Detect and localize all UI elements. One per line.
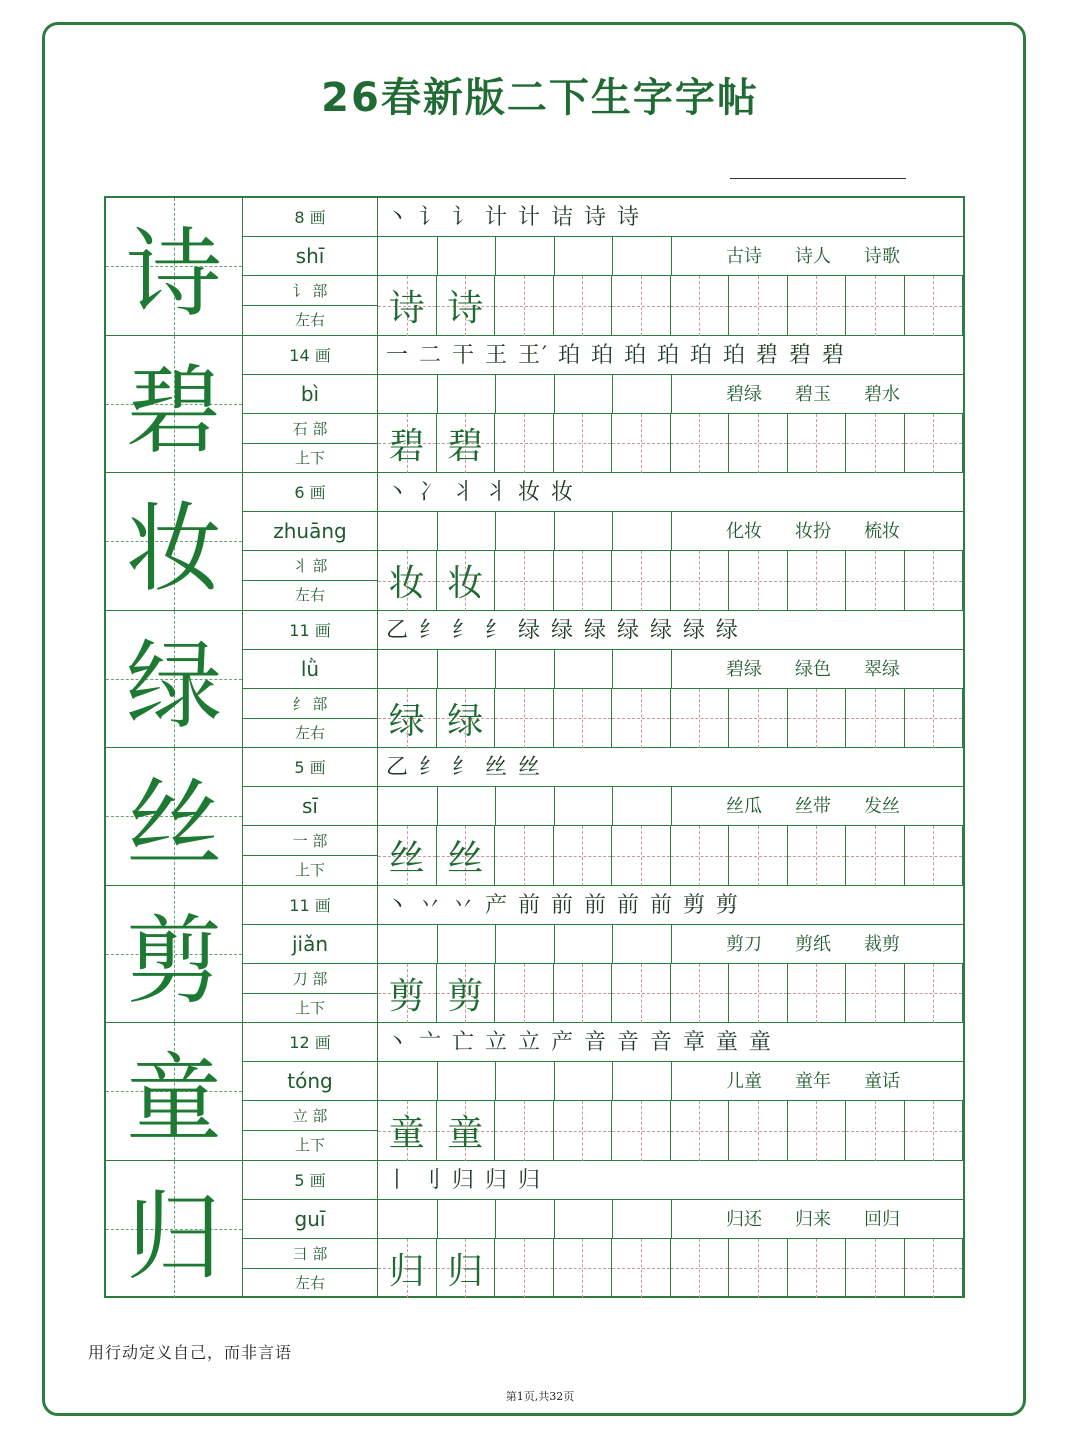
model-character-cell — [106, 1023, 243, 1160]
tian-grid-cell[interactable] — [612, 414, 671, 474]
tian-grid-cell[interactable] — [612, 1239, 671, 1299]
tian-grid-cell[interactable] — [554, 689, 613, 749]
tracing-character: 丝 — [388, 838, 425, 880]
word-list — [726, 375, 933, 414]
tian-grid-cell[interactable] — [846, 551, 905, 611]
practice-grid — [378, 1161, 963, 1299]
practice-grid — [378, 611, 963, 748]
practice-grid — [378, 886, 963, 1023]
tian-grid-cell[interactable] — [846, 414, 905, 474]
word: 化妆 — [726, 521, 762, 542]
tian-grid-cell[interactable] — [905, 276, 964, 336]
words-row — [378, 1062, 963, 1101]
tian-grid-cell[interactable] — [729, 1239, 788, 1299]
structure: 左右 — [294, 586, 325, 604]
word: 剪纸 — [795, 933, 831, 955]
word: 诗人 — [795, 246, 831, 267]
tian-grid-cell[interactable] — [437, 414, 496, 474]
stroke-order: 乙 纟 纟 丝 丝 — [386, 755, 542, 780]
tracing-character: 妆 — [447, 563, 484, 605]
word-list — [726, 787, 933, 826]
tian-grid-cell[interactable] — [788, 964, 847, 1024]
tian-grid-cell[interactable] — [612, 1101, 671, 1161]
word: 发丝 — [864, 796, 900, 817]
character-block — [106, 336, 963, 474]
words-row — [378, 375, 963, 414]
practice-grid — [378, 198, 963, 335]
pinyin: bì — [243, 375, 377, 414]
words-row — [378, 925, 963, 964]
tracing-row — [378, 1101, 963, 1161]
model-character: 妆 — [126, 492, 222, 605]
word: 碧玉 — [795, 383, 831, 405]
tracing-character: 归 — [447, 1250, 484, 1292]
character-block — [106, 748, 963, 886]
word: 妆扮 — [795, 521, 831, 542]
pinyin: zhuāng — [243, 512, 377, 551]
word: 绿色 — [795, 658, 831, 680]
tracing-row — [378, 826, 963, 886]
character-info — [243, 336, 378, 473]
word: 丝瓜 — [726, 796, 762, 817]
radical: 丬 部 — [243, 551, 377, 581]
tian-grid-cell[interactable] — [788, 1101, 847, 1161]
practice-grid — [378, 1023, 963, 1160]
structure: 左右 — [294, 311, 325, 329]
page-title: 26春新版二下生字字帖 — [321, 75, 759, 121]
stroke-order-row — [378, 611, 963, 650]
tian-grid-cell[interactable] — [437, 1239, 496, 1299]
words-row — [378, 787, 963, 826]
tian-grid-cell[interactable] — [437, 551, 496, 611]
character-block — [106, 1023, 963, 1161]
practice-grid — [378, 473, 963, 610]
tian-grid-cell[interactable] — [788, 826, 847, 886]
word: 碧绿 — [726, 658, 762, 680]
tian-grid-cell[interactable] — [554, 1101, 613, 1161]
stroke-count: 8 画 — [243, 198, 377, 237]
character-info — [243, 886, 378, 1023]
stroke-count: 11 画 — [243, 611, 377, 650]
tian-grid-cell[interactable] — [378, 1101, 437, 1161]
tian-grid-cell[interactable] — [905, 689, 964, 749]
word: 丝带 — [795, 796, 831, 817]
tian-grid-cell[interactable] — [671, 689, 730, 749]
stroke-order: 丶 亠 亡 立 立 产 音 音 音 章 童 童 — [386, 1030, 773, 1055]
tian-grid-cell[interactable] — [378, 551, 437, 611]
stroke-order-row — [378, 198, 963, 237]
word: 归还 — [726, 1208, 762, 1230]
tian-grid-cell[interactable] — [378, 1239, 437, 1299]
tracing-character: 剪 — [447, 975, 484, 1017]
model-character: 碧 — [126, 355, 222, 468]
tian-grid-cell[interactable] — [437, 826, 496, 886]
stroke-count: 5 画 — [243, 748, 377, 787]
words-row — [378, 650, 963, 689]
word-list — [726, 650, 933, 689]
stroke-order: 乙 纟 纟 纟 绿 绿 绿 绿 绿 绿 绿 — [386, 617, 740, 643]
stroke-count: 11 画 — [243, 886, 377, 925]
word-list — [726, 1062, 933, 1101]
tian-grid-cell[interactable] — [905, 1239, 964, 1299]
word-list — [726, 237, 933, 276]
structure: 上下 — [294, 448, 325, 467]
tracing-character: 诗 — [447, 288, 484, 330]
pinyin: lǜ — [243, 650, 377, 689]
tracing-row — [378, 414, 963, 474]
word: 回归 — [864, 1208, 900, 1230]
page-number: 第1页,共32页 — [505, 1390, 575, 1403]
tracing-character: 归 — [388, 1250, 425, 1292]
tian-grid-cell[interactable] — [437, 276, 496, 336]
stroke-count: 6 画 — [243, 473, 377, 512]
tian-grid-cell[interactable] — [729, 276, 788, 336]
model-character-cell — [106, 473, 243, 610]
character-info — [243, 611, 378, 748]
radical: 立 部 — [243, 1101, 377, 1131]
tracing-character: 童 — [388, 1113, 425, 1155]
stroke-order: 一 二 干 王 王′ 珀 珀 珀 珀 珀 珀 碧 碧 碧 — [386, 342, 846, 368]
word: 童年 — [795, 1071, 831, 1092]
character-info — [243, 1161, 378, 1299]
tian-grid-cell[interactable] — [671, 551, 730, 611]
tian-grid-cell[interactable] — [788, 551, 847, 611]
word: 剪刀 — [726, 933, 762, 955]
model-character-cell — [106, 748, 243, 885]
words-row — [378, 237, 963, 276]
model-character: 童 — [126, 1042, 222, 1155]
character-block — [106, 611, 963, 749]
word-list — [726, 925, 933, 964]
tian-grid-cell[interactable] — [846, 1101, 905, 1161]
word: 童话 — [864, 1071, 900, 1092]
tian-grid-cell[interactable] — [729, 1101, 788, 1161]
character-info — [243, 1023, 378, 1160]
tian-grid-cell[interactable] — [671, 276, 730, 336]
tian-grid-cell[interactable] — [905, 1101, 964, 1161]
radical: 讠 部 — [243, 276, 377, 306]
tian-grid-cell[interactable] — [378, 689, 437, 749]
motto: 用行动定义自己，而非言语 — [88, 1343, 293, 1362]
pinyin: guī — [243, 1200, 377, 1239]
tian-grid-cell[interactable] — [671, 964, 730, 1024]
model-character: 剪 — [126, 905, 222, 1018]
tian-grid-cell[interactable] — [495, 1101, 554, 1161]
structure: 左右 — [294, 723, 325, 742]
tian-grid-cell[interactable] — [905, 964, 964, 1024]
tracing-character: 丝 — [447, 838, 484, 880]
tian-grid-cell[interactable] — [729, 414, 788, 474]
tian-grid-cell[interactable] — [495, 964, 554, 1024]
tracing-character: 诗 — [388, 288, 425, 330]
tian-grid-cell[interactable] — [554, 826, 613, 886]
tracing-row — [378, 551, 963, 611]
radical: 彐 部 — [243, 1239, 377, 1269]
tian-grid-cell[interactable] — [378, 276, 437, 336]
tian-grid-cell[interactable] — [437, 964, 496, 1024]
tracing-character: 妆 — [388, 563, 425, 605]
name-line — [730, 178, 906, 179]
word: 翠绿 — [864, 658, 900, 680]
radical: 纟 部 — [243, 689, 377, 719]
structure: 上下 — [294, 998, 325, 1017]
tian-grid-cell[interactable] — [554, 964, 613, 1024]
radical: 刀 部 — [243, 964, 377, 994]
tian-grid-cell[interactable] — [495, 689, 554, 749]
tian-grid-cell[interactable] — [905, 551, 964, 611]
tian-grid-cell[interactable] — [495, 826, 554, 886]
word: 碧绿 — [726, 383, 762, 405]
tian-grid-cell[interactable] — [905, 826, 964, 886]
tian-grid-cell[interactable] — [671, 1239, 730, 1299]
stroke-order-row — [378, 473, 963, 512]
practice-grid — [378, 336, 963, 473]
stroke-order-row — [378, 336, 963, 375]
tian-grid-cell[interactable] — [495, 1239, 554, 1299]
tian-grid-cell[interactable] — [846, 826, 905, 886]
tracing-character: 碧 — [388, 425, 425, 467]
model-character-cell — [106, 336, 243, 473]
word: 碧水 — [864, 383, 900, 405]
tian-grid-cell[interactable] — [612, 826, 671, 886]
tian-grid-cell[interactable] — [612, 689, 671, 749]
tian-grid-cell[interactable] — [846, 964, 905, 1024]
stroke-order-row — [378, 1023, 963, 1062]
practice-sheet — [104, 196, 965, 1298]
tian-grid-cell[interactable] — [846, 1239, 905, 1299]
pinyin: shī — [243, 237, 377, 276]
tracing-character: 童 — [447, 1113, 484, 1155]
tracing-character: 绿 — [447, 700, 484, 742]
tian-grid-cell[interactable] — [554, 276, 613, 336]
tian-grid-cell[interactable] — [788, 276, 847, 336]
stroke-count: 14 画 — [243, 336, 377, 375]
tian-grid-cell[interactable] — [788, 414, 847, 474]
tian-grid-cell[interactable] — [905, 414, 964, 474]
stroke-order: 丶 讠 讠 计 计 诘 诗 诗 — [386, 205, 641, 230]
tian-grid-cell[interactable] — [495, 551, 554, 611]
tian-grid-cell[interactable] — [554, 551, 613, 611]
character-info — [243, 198, 378, 335]
radical: 一 部 — [243, 826, 377, 856]
character-info — [243, 748, 378, 885]
tian-grid-cell[interactable] — [788, 689, 847, 749]
tian-grid-cell[interactable] — [495, 276, 554, 336]
model-character-cell — [106, 886, 243, 1023]
word-list — [726, 1200, 933, 1239]
pinyin: tóng — [243, 1062, 377, 1101]
tian-grid-cell[interactable] — [612, 276, 671, 336]
stroke-order-row — [378, 1161, 963, 1200]
tracing-character: 剪 — [388, 975, 425, 1017]
pinyin: jiǎn — [243, 925, 377, 964]
tracing-row — [378, 964, 963, 1024]
stroke-count: 12 画 — [243, 1023, 377, 1062]
tian-grid-cell[interactable] — [846, 276, 905, 336]
word: 裁剪 — [864, 933, 900, 955]
tian-grid-cell[interactable] — [378, 964, 437, 1024]
tian-grid-cell[interactable] — [729, 826, 788, 886]
structure: 左右 — [294, 1273, 325, 1292]
tian-grid-cell[interactable] — [612, 551, 671, 611]
character-block — [106, 473, 963, 611]
tian-grid-cell[interactable] — [788, 1239, 847, 1299]
character-block — [106, 886, 963, 1024]
tian-grid-cell[interactable] — [554, 1239, 613, 1299]
structure: 上下 — [294, 861, 325, 879]
practice-grid — [378, 748, 963, 885]
word: 归来 — [795, 1208, 831, 1230]
tian-grid-cell[interactable] — [495, 414, 554, 474]
model-character-cell — [106, 1161, 243, 1299]
tracing-row — [378, 1239, 963, 1299]
tracing-character: 绿 — [388, 700, 425, 742]
tian-grid-cell[interactable] — [437, 689, 496, 749]
stroke-order-row — [378, 748, 963, 787]
pinyin: sī — [243, 787, 377, 826]
model-character: 诗 — [126, 217, 222, 330]
tian-grid-cell[interactable] — [437, 1101, 496, 1161]
radical: 石 部 — [243, 414, 377, 444]
character-block — [106, 198, 963, 336]
character-block — [106, 1161, 963, 1299]
word-list — [726, 512, 933, 551]
tian-grid-cell[interactable] — [671, 1101, 730, 1161]
tian-grid-cell[interactable] — [729, 964, 788, 1024]
words-row — [378, 512, 963, 551]
tracing-character: 碧 — [447, 425, 484, 467]
tian-grid-cell[interactable] — [378, 826, 437, 886]
tian-grid-cell[interactable] — [671, 826, 730, 886]
tian-grid-cell[interactable] — [378, 414, 437, 474]
word: 诗歌 — [864, 246, 900, 267]
word: 儿童 — [726, 1071, 762, 1092]
character-info — [243, 473, 378, 610]
stroke-order: 丶 冫 丬 丬 妆 妆 — [386, 480, 575, 505]
tracing-row — [378, 689, 963, 749]
stroke-order-row — [378, 886, 963, 925]
structure: 上下 — [294, 1136, 325, 1154]
word: 古诗 — [726, 246, 762, 267]
model-character-cell — [106, 198, 243, 335]
model-character: 绿 — [126, 630, 222, 743]
stroke-count: 5 画 — [243, 1161, 377, 1200]
word: 梳妆 — [864, 521, 900, 542]
tian-grid-cell[interactable] — [729, 689, 788, 749]
tian-grid-cell[interactable] — [671, 414, 730, 474]
tian-grid-cell[interactable] — [554, 414, 613, 474]
tracing-row — [378, 276, 963, 336]
words-row — [378, 1200, 963, 1239]
stroke-order: 丶 丷 丷 产 前 前 前 前 前 剪 剪 — [386, 892, 740, 918]
model-character: 丝 — [126, 767, 222, 880]
tian-grid-cell[interactable] — [846, 689, 905, 749]
tian-grid-cell[interactable] — [729, 551, 788, 611]
model-character-cell — [106, 611, 243, 748]
stroke-order: 丨 刂 归 归 归 — [386, 1167, 542, 1193]
model-character: 归 — [126, 1180, 222, 1293]
tian-grid-cell[interactable] — [612, 964, 671, 1024]
